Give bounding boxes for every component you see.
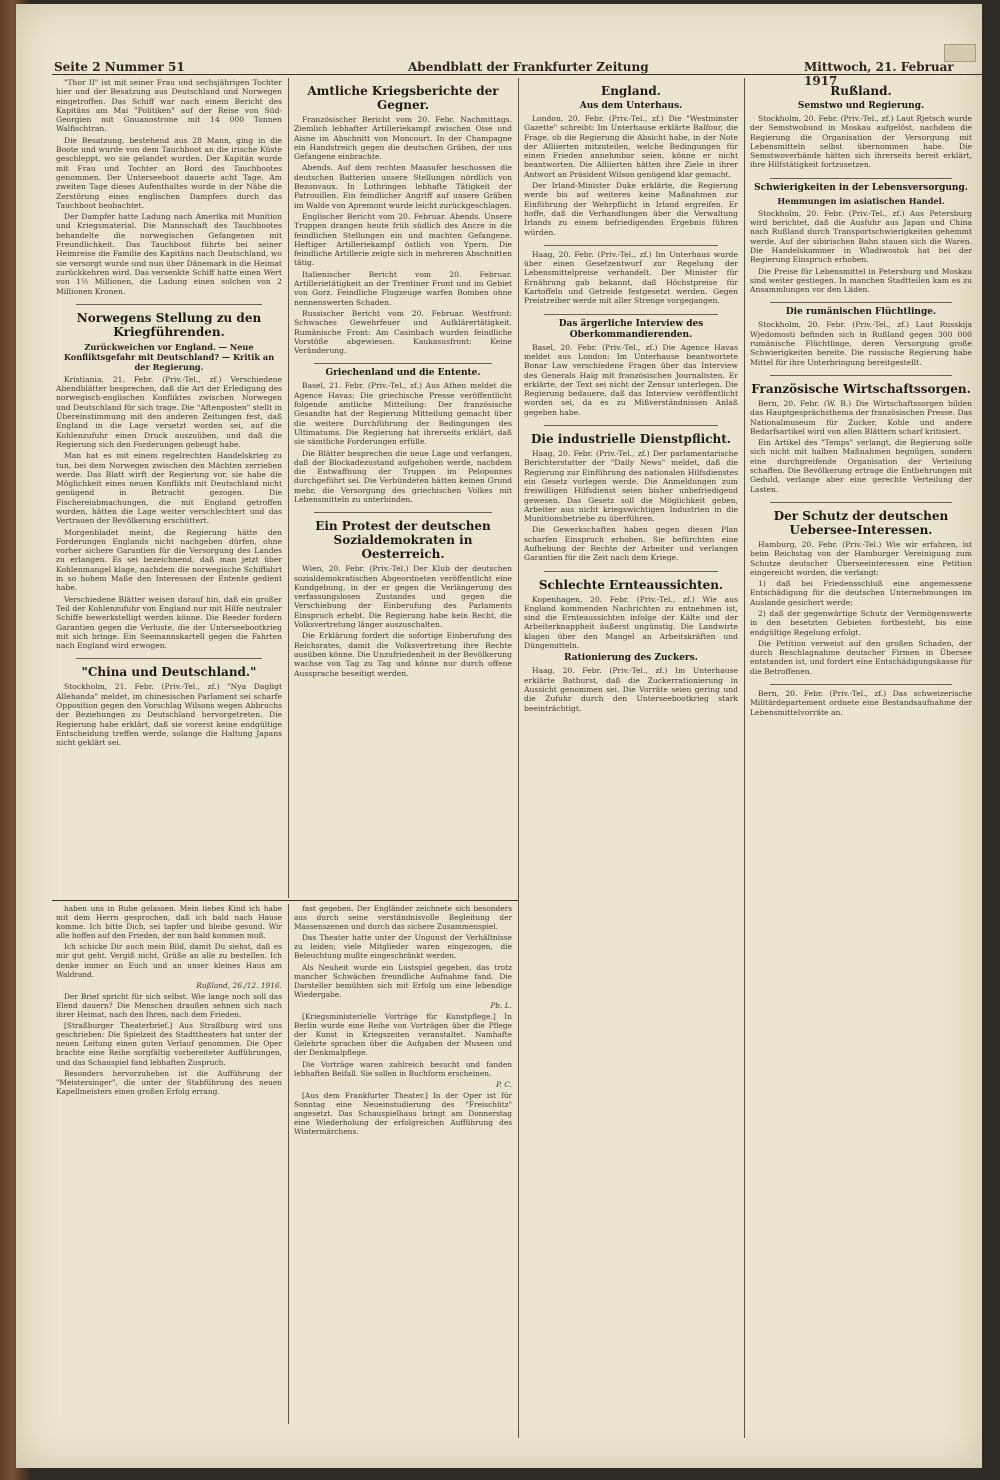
article-paragraph: "Thor II" ist mit seiner Frau und sechsjährigen Tochter hier und der Besatzung aus Deutschland und Norwegen eingetroffen. Das Schiff war nach einem Bericht des Kapitäns am Mai "Politiken" auf der Reise von Süd-Georgien mit Gnuanostrone mit 14 000 Tonnen Walfischtran.	[56, 78, 282, 134]
feuilleton-paragraph: Die Vorträge waren zahlreich besucht und fanden lebhaften Beifall. Sie sollen in Buchform erscheinen.	[294, 1059, 512, 1078]
subheadline: Semstwo und Regierung.	[797, 101, 925, 111]
headline: Griechenland und die Entente.	[325, 368, 481, 379]
headline: Das ärgerliche Interview des Oberkommandierenden.	[558, 318, 704, 340]
subheadline: Zurückweichen vor England. — Neue Konfliktsgefahr mit Deutschland? — Kritik an der Regierung.	[63, 341, 275, 372]
column-3	[524, 78, 738, 1438]
masthead-rule	[52, 74, 982, 75]
feuilleton-center	[294, 904, 512, 1424]
divider	[314, 359, 492, 364]
divider	[770, 498, 952, 503]
headline: Ein Protest der deutschen Sozialdemokraten in Oesterreich.	[315, 519, 491, 562]
article-paragraph: Englischer Bericht vom 20. Februar. Abends. Unsere Truppen drangen heute früh südlich des Ancre in die feindlichen Stellungen ein und machten Gefangene. Heftiger Artilleriekampf östlich von Ypern. Die feindliche Artillerie zeigte sich in mehreren Abschnitten tätig.	[294, 211, 512, 268]
article-paragraph: Französischer Bericht vom 20. Febr. Nachmittags. Ziemlich lebhafter Artilleriekampf zwischen Oise und Aisne im Abschnitt von Moncourt. In der Champagne ein Handstreich gegen die deutschen Gräben, der uns Gefangene einbrachte.	[294, 115, 512, 162]
divider	[770, 174, 952, 179]
article-paragraph: 2) daß der gegenwärtige Schutz der Vermögenswerte in den besetzten Gebieten fortbesteht, bis eine endgültige Regelung erfolgt.	[750, 608, 972, 637]
feuilleton-paragraph: Als Neuheit wurde ein Lustspiel gegeben, das trotz mancher Schwächen freundliche Aufnahme fand. Die Darsteller bemühten sich mit Erfolg um eine lebendige Wiedergabe.	[294, 962, 512, 999]
article-paragraph: Bern, 20. Febr. (W. B.) Die Wirtschaftssorgen bilden das Hauptgesprächsthema der französischen Presse. Das Nationalmuseum für Zucker, Kohle und andere Bedarfsartikel wird von allen Blättern scharf kritisiert.	[750, 398, 972, 436]
feuilleton-paragraph: Der Brief spricht für sich selbst. Wie lange noch soll das Elend dauern? Die Menschen draußen sehnen sich nach ihrer Heimat, nach den Ihren, nach dem Frieden.	[56, 991, 282, 1020]
column-2	[294, 78, 512, 898]
article-paragraph: Stockholm, 20. Febr. (Priv.-Tel., zf.) Laut Rjetsch wurde der Semstwobund in Moskau aufgelöst, nachdem die Regierung die Organisation der Versorgung mit Lebensmitteln selbst übernommen habe. Die Semstwoverbände hätten sich ihrerseits bereit erklärt, ihre Hilfstätigkeit fortzusetzen.	[750, 114, 972, 170]
feuilleton-left	[56, 904, 282, 1424]
feuilleton-paragraph: Das Theater hatte unter der Ungunst der Verhältnisse zu leiden; viele Mitglieder waren eingezogen, die Beleuchtung mußte eingeschränkt werden.	[294, 933, 512, 961]
headline: Rußland.	[830, 84, 892, 98]
newspaper-page	[16, 4, 982, 1468]
feuilleton-paragraph: Besonders hervorzuheben ist die Aufführung der "Meistersinger", die unter der Stabführung des neuen Kapellmeisters einen großen Erfolg errang.	[56, 1068, 282, 1096]
column-rule	[744, 78, 745, 1438]
article-paragraph: Stockholm, 20. Febr. (Priv.-Tel., zf.) Aus Petersburg wird berichtet, daß die Ausfuhr aus Japan und China nach Rußland durch Transportschwierigkeiten gehemmt werde. Auf der sibirischen Bahn stauen sich die Waren. Die Handelskammer in Wladiwostok hat bei der Regierung Einspruch erhoben.	[750, 208, 972, 265]
divider	[76, 654, 262, 659]
headline: England.	[601, 84, 661, 98]
headline: Schlechte Ernteaussichten.	[538, 577, 724, 592]
feuilleton-paragraph: [Aus dem Frankfurter Theater.] In der Oper ist für Sonntag eine Neueinstudierung des "Freischütz" angesetzt. Das Schauspielhaus bringt am Donnerstag eine Wiederholung der erfolgreichen Aufführung des Wintermärchens.	[294, 1090, 512, 1137]
subheadline: Aus dem Unterhaus.	[579, 101, 683, 111]
headline: Die rumänischen Flüchtlinge.	[785, 307, 937, 318]
divider	[314, 508, 492, 513]
article-paragraph: Abends. Auf dem rechten Maasufer beschossen die deutschen Batterien unsere Stellungen nördlich von Bezonvaux. In Lothringen lebhafte Tätigkeit der Patrouillen. Ein feindlicher Angriff auf unsere Gräben im Walde von Apremont wurde leicht zurückgeschlagen.	[294, 163, 512, 210]
article-paragraph: Man hat es mit einem regelrechten Handelskrieg zu tun, bei dem Norwegen zwischen den Mächten zerrieben werde. Das Blatt wirft der Regierung vor, sie habe die Möglichkeit eines neuen Konflikts mit Deutschland nicht genügend in Betracht gezogen. Die Fischereiabmachungen, die mit England getroffen wurden, hätten die Lage weiter verschlechtert und das Vertrauen der Bevölkerung erschüttert.	[56, 451, 282, 526]
feuilleton-paragraph: haben uns in Ruhe gelassen. Mein liebes Kind ich habe mit dem Herrn gesprochen, daß ich bald nach Hause komme. Ich bitte Dich, sei tapfer und bleibe gesund. Wir alle hoffen auf den Frieden, der nun bald kommen muß.	[56, 904, 282, 941]
feuilleton-rule	[52, 900, 518, 901]
article-paragraph: Haag, 20. Febr. (Priv.-Tel., zf.) Im Unterhause erklärte Bathurst, daß die Zuckerrationierung in Aussicht genommen sei. Die Vorräte seien gering und die Zufuhr durch den Unterseebootkrieg stark beeinträchtigt.	[524, 666, 738, 713]
divider	[770, 680, 952, 685]
article-paragraph: Haag, 20. Febr. (Priv.-Tel., zf.) Der parlamentarische Berichterstatter der "Daily News" meldet, daß die Regierung zur Einführung des nationalen Hilfsdienstes ein Gesetz vorlegen werde. Die Anmeldungen zum freiwilligen Hilfsdienst seien bisher unbefriedigend gewesen. Das Gesetz soll die Möglichkeit geben, Arbeiter aus nicht kriegswichtigen Industrien in die Munitionsbetriebe zu überführen.	[524, 449, 738, 524]
divider	[544, 310, 718, 315]
column-rule	[288, 78, 289, 898]
feuilleton-paragraph: [Straßburger Theaterbrief.] Aus Straßburg wird uns geschrieben: Die Spielzeit des Stadttheaters hat unter der neuen Leitung einen guten Verlauf genommen. Die Oper brachte eine Reihe sorgfältig vorbereiteter Aufführungen, und das Schauspiel fand lebhaften Zuspruch.	[56, 1021, 282, 1067]
article-paragraph: Die Preise für Lebensmittel in Petersburg und Moskau sind weiter gestiegen. In manchen Stadtteilen kam es zu Ansammlungen vor den Läden.	[750, 266, 972, 295]
headline: Amtliche Kriegsberichte der Gegner.	[307, 84, 499, 112]
headline: "China und Deutschland."	[81, 665, 257, 680]
headline: Schwierigkeiten in der Lebensversorgung.	[754, 182, 968, 193]
subheadline: Hemmungen im asiatischen Handel.	[777, 195, 945, 206]
masthead-date: Mittwoch, 21. Februar 1917	[804, 60, 954, 88]
article-paragraph: Die Petition verweist auf den großen Schaden, der durch Beschlagnahme deutscher Firmen in Übersee entstanden ist, und fordert eine Entschädigungskasse für die Betroffenen.	[750, 638, 972, 676]
column-4	[750, 78, 972, 1438]
article-paragraph: Wien, 20. Febr. (Priv.-Tel.) Der Klub der deutschen sozialdemokratischen Abgeordneten veröffentlicht eine Kundgebung, in der er gegen die Verlängerung des verfassungslosen Zustandes und gegen die Verschiebung der Einberufung des Parlaments Einspruch erhebt. Die Regierung habe kein Recht, die Volksvertretung länger auszuschalten.	[294, 564, 512, 630]
article-paragraph: Ein Artikel des "Temps" verlangt, die Regierung solle sich nicht mit halben Maßnahmen begnügen, sondern eine durchgreifende Organisation der Verteilung schaffen. Die Bevölkerung ertrage die Entbehrungen mit Geduld, verlange aber eine gerechte Verteilung der Lasten.	[750, 438, 972, 494]
divider	[76, 300, 262, 305]
divider	[770, 298, 952, 303]
column-rule	[288, 904, 289, 1424]
article-paragraph: Kristiania, 21. Febr. (Priv.-Tel., zf.) Verschiedene Abendblätter besprechen, daß die Art der Erledigung des norwegisch-englischen Konfliktes zwischen Norwegen und Deutschland für sich trage. Die "Aftenposten" stellt in Übereinstimmung mit den anderen Zeitungen fest, daß England in die Lage versetzt worden sei, auf die Kohlenzufuhr einen Druck auszuüben, und daß die Regierung sich den Forderungen gebeugt habe.	[56, 374, 282, 449]
article-paragraph: Basel, 20. Febr. (Priv.-Tel., zf.) Die Agence Havas meldet aus London: Im Unterhause beantwortete Bonar Law verschiedene Fragen über das Interview des Generals Haig mit französischen Journalisten. Er erklärte, der Text sei nicht der Zensur unterlegen. Die Regierung bedauere, daß das Interview veröffentlicht worden sei, da es zu Mißverständnissen Anlaß gegeben habe.	[524, 342, 738, 417]
feuilleton-signature: P. C.	[496, 1079, 512, 1089]
headline: Norwegens Stellung zu den Kriegführenden.	[76, 310, 262, 339]
article-paragraph: Stockholm, 20. Febr. (Priv.-Tel., zf.) Laut Russkija Wjedomosti befinden sich in Rußland gegen 300 000 rumänische Flüchtlinge, deren Versorgung große Schwierigkeiten bereite. Die russische Regierung habe Mittel für ihre Unterbringung bereitgestellt.	[750, 320, 972, 367]
article-paragraph: Basel, 21. Febr. (Priv.-Tel., zf.) Aus Athen meldet die Agence Havas: Die griechische Presse veröffentlicht folgende amtliche Mitteilung: Der französische Gesandte hat der Regierung Mitteilung gemacht über die weitere Durchführung der Bedingungen des Ultimatums. Die Regierung hat ihrerseits erklärt, daß sie sämtliche Forderungen erfülle.	[294, 381, 512, 447]
article-paragraph: Stockholm, 21. Febr. (Priv.-Tel., zf.) "Nya Dagligt Allehanda" meldet, im chinesischen Parlament sei scharfe Opposition gegen den Vorschlag Wilsons wegen Abbruchs der Beziehungen zu Deutschland hervorgetreten. Die Regierung habe erklärt, daß sie vorerst keine endgültige Entscheidung treffen werde, solange die Haltung Japans nicht geklärt sei.	[56, 682, 282, 748]
article-paragraph: Die Blätter besprechen die neue Lage und verlangen, daß der Blockadezustand aufgehoben werde, nachdem die Entwaffnung der Truppen im Peloponnes durchgeführt sei. Die Verbündeten hätten keinen Grund mehr, die Versorgung des griechischen Volkes mit Lebensmitteln zu unterbinden.	[294, 448, 512, 504]
headline: Der Schutz der deutschen Uebersee-Interessen.	[773, 508, 949, 537]
article-paragraph: Morgenbladet meint, die Regierung hätte den Forderungen Englands nicht nachgeben dürfen, ohne vorher sichere Garantien für die Versorgung des Landes zu erlangen. Es sei bezeichnend, daß man jetzt über Kohlenmangel klage, nachdem die norwegische Schiffahrt in so hohem Maße den Interessen der Entente gedient habe.	[56, 527, 282, 593]
feuilleton-paragraph: fast gegeben. Der Engländer zeichnete sich besonders aus durch seine verständnisvolle Begleitung der Massenszenen und durch das sichere Zusammenspiel.	[294, 904, 512, 932]
column-rule	[518, 78, 519, 1438]
article-paragraph: Die Erklärung fordert die sofortige Einberufung des Reichsrates, damit die Volksvertretung ihre Rechte ausüben könne. Die Unzufriedenheit in der Bevölkerung wachse von Tag zu Tag und könne nur durch offene Aussprache beseitigt werden.	[294, 631, 512, 678]
article-paragraph: Verschiedene Blätter weisen darauf hin, daß ein großer Teil der Kohlenzufuhr von England nur mit Hilfe neutraler Schiffe bewerkstelligt werden könne. Die Reeder fordern Garantien gegen die Verluste, die der Unterseebootkrieg mit sich bringe. Ein Seemannskartell gegen die Fahrten nach England wird erwogen.	[56, 594, 282, 651]
feuilleton-paragraph: Ich schicke Dir auch mein Bild, damit Du siehst, daß es mir gut geht. Vergiß nicht, Grüße an alle zu bestellen. Ich denke immer an Euch und an unser kleines Haus am Waldrand.	[56, 942, 282, 979]
masthead-page-number: Seite 2 Nummer 51	[54, 60, 185, 74]
feuilleton-dateline: Rußland, 26./12. 1916.	[196, 980, 282, 990]
feuilleton-paragraph: [Kriegsministerielle Vorträge für Kunstpflege.] In Berlin wurde eine Reihe von Vorträgen über die Pflege der Kunst in Kriegszeiten veranstaltet. Namhafte Gelehrte sprachen über die Aufgaben der Museen und der Denkmalpflege.	[294, 1012, 512, 1058]
article-paragraph: Russischer Bericht vom 20. Februar. Westfront: Schwaches Gewehrfeuer und Aufklärertätigkeit. Rumänische Front: Am Casinbach wurden feindliche Vorstöße abgewiesen. Kaukasusfront: Keine Veränderung.	[294, 308, 512, 356]
article-paragraph: Bern, 20. Febr. (Priv.-Tel., zf.) Das schweizerische Militärdepartement ordnete eine Bestandsaufnahme der Lebensmittelvorräte an.	[750, 689, 972, 717]
divider	[544, 421, 718, 426]
article-paragraph: Hamburg, 20. Febr. (Priv.-Tel.) Wie wir erfahren, ist beim Reichstag von der Hamburger Vereinigung zum Schutze deutscher Überseeinteressen eine Petition eingereicht worden, die verlangt:	[750, 539, 972, 577]
article-paragraph: Kopenhagen, 20. Febr. (Priv.-Tel., zf.) Wie aus England kommenden Nachrichten zu entnehmen ist, sind die Ernteaussichten infolge der Kälte und der Arbeiterknappheit äußerst ungünstig. Die Landwirte klagen über den Mangel an Arbeitskräften und Düngemitteln.	[524, 594, 738, 651]
article-paragraph: Italienischer Bericht vom 20. Februar. Artillerietätigkeit an der Trentiner Front und im Gebiet von Gorz. Feindliche Flugzeuge warfen Bomben ohne nennenswerten Schaden.	[294, 269, 512, 307]
article-paragraph: Der Dampfer hatte Ladung nach Amerika mit Munition und Kriegsmaterial. Die Mannschaft des Tauchbootes behandelte die norwegischen Gefangenen mit Freundlichkeit. Das Tauchboot führte bei seiner Heimreise die Familie des Kapitäns nach Deutschland, wo sie versorgt wurde und nun über Dänemark in die Heimat zurückkehren wird. Das versenkte Schiff hatte einen Wert von 1½ Millionen, die Ladung einen solchen von 2 Millionen Kronen.	[56, 212, 282, 296]
article-paragraph: 1) daß bei Friedensschluß eine angemessene Entschädigung für die deutschen Unternehmungen im Auslande gesichert werde;	[750, 579, 972, 607]
headline: Die industrielle Dienstpflicht.	[531, 432, 731, 447]
divider	[544, 567, 718, 572]
article-paragraph: Die Besatzung, bestehend aus 28 Mann, ging in die Boote und wurde von dem Tauchboot an die irische Küste geschleppt, wo sie gelandet wurden. Der Kapitän wurde mit Frau und Tochter an Bord des Tauchbootes genommen. Der Unterseeboot dauerte acht Tage. Am zweiten Tage dieses Aufenthaltes wurde in der Nähe die Zerstörung eines englischen Dampfers durch das Tauchboot beobachtet.	[56, 135, 282, 210]
masthead-title: Abendblatt der Frankfurter Zeitung	[408, 60, 649, 74]
article-paragraph: Die Gewerkschaften haben gegen diesen Plan scharfen Einspruch erhoben. Sie befürchten eine Aufhebung der Rechte der Arbeiter und verlangen Garantien für die Zeit nach dem Kriege.	[524, 525, 738, 563]
divider	[770, 371, 952, 376]
column-1	[56, 78, 282, 908]
article-paragraph: Der Irland-Minister Duke erklärte, die Regierung werde bis auf weiteres keine Maßnahmen zur Einführung der Wehrpflicht in Irland ergreifen. Er hoffe, daß die Verhandlungen über die Verwaltung Irlands zu einem befriedigenden Ergebnis führen würden.	[524, 181, 738, 237]
headline: Rationierung des Zuckers.	[564, 653, 698, 664]
headline: Französische Wirtschaftssorgen.	[751, 381, 971, 396]
article-paragraph: Haag, 20. Febr. (Priv.-Tel., zf.) Im Unterhaus wurde über einen Gesetzentwurf zur Regelung der Lebensmittelpreise verhandelt. Der Minister für Ernährung gab bekannt, daß Höchstpreise für Kartoffeln und Getreide festgesetzt werden. Gegen Preistreiber werde mit aller Strenge vorgegangen.	[524, 249, 738, 306]
feuilleton-signature: Pb. L.	[490, 1000, 512, 1010]
divider	[544, 241, 718, 246]
article-paragraph: London, 20. Febr. (Priv.-Tel., zf.) Die "Westminster Gazette" schreibt: Im Unterhause erklärte Balfour, die Frage, ob die Regierung die Absicht habe, in der Note der Alliierten mitzuteilen, welche Bedingungen für einen Frieden annehmbar seien, könne er nicht beantworten. Die Alliierten hätten ihre Ziele in ihrer Antwort an Präsident Wilson genügend klar gemacht.	[524, 114, 738, 179]
